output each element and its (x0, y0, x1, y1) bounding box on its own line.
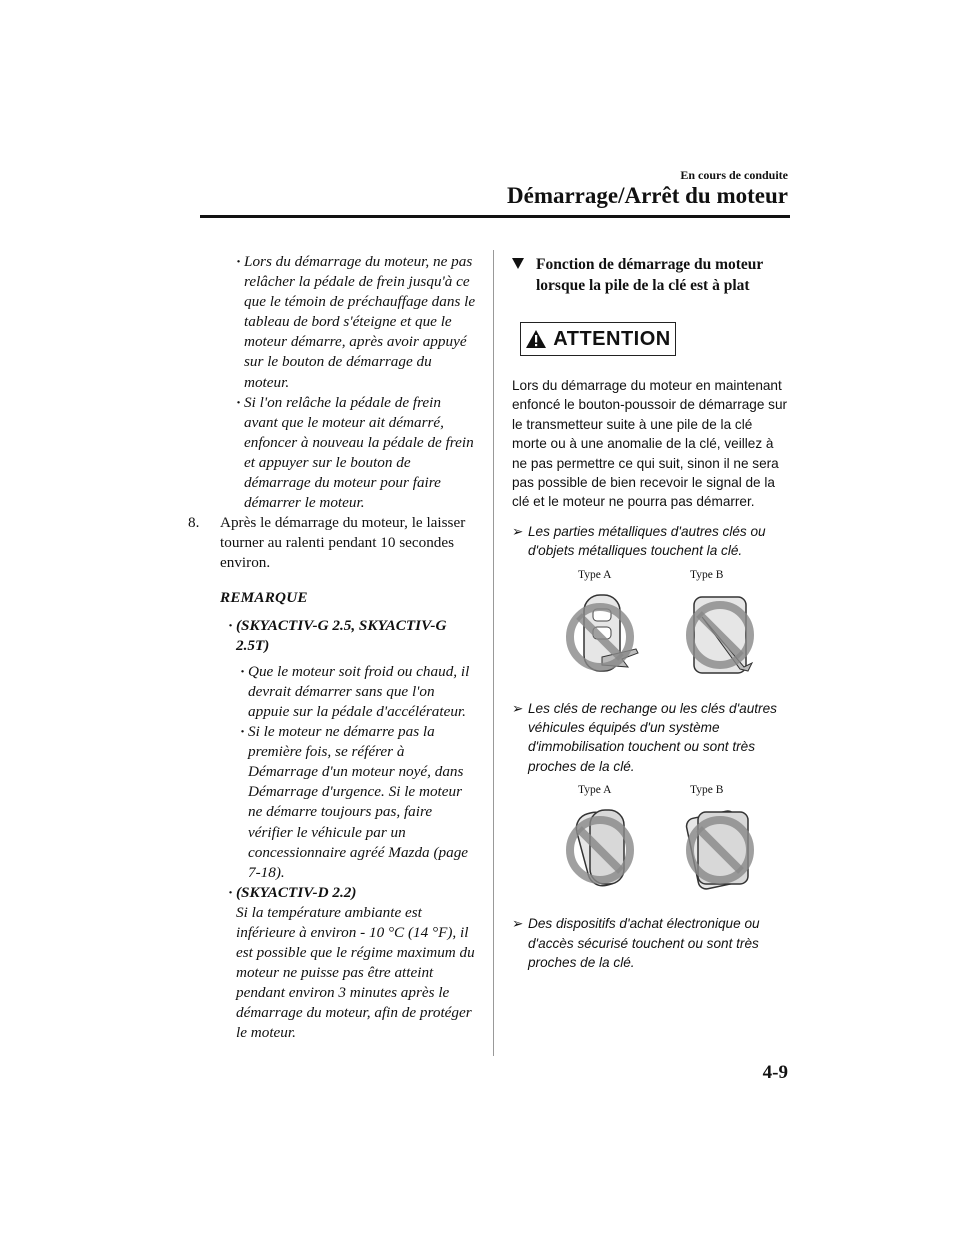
section-heading-text: Fonction de démarrage du moteur lorsque la pile de la clé est à plat (536, 256, 764, 294)
key-fob-with-metal-key-icon (562, 587, 644, 683)
card-key-with-metal-key-icon (682, 587, 764, 683)
warning-icon (525, 329, 547, 349)
two-card-keys-icon (682, 802, 764, 898)
bullet-flooded-engine: · Si le moteur ne démarre pas la première fois, se référer à Démarrage d'un moteur noyé, dans Démarrage d'urgence. Si le moteur ne démarre toujours pas, faire vérifier le véhicule par un concessionnaire agréé Mazda (page 7-18). (248, 722, 478, 883)
attention-paragraph: Lors du démarrage du moteur en maintenant enfoncé le bouton-poussoir de démarrage sur le transmetteur suite à une pile de la clé morte ou à une anomalie de la clé, veillez à ne pas permettre ce qui suit, sinon il ne sera pas possible de bien recevoir le signal de la clé et le moteur ne pourra pas démarrer. (512, 378, 788, 510)
right-column (512, 254, 790, 973)
fig2-label-type-b: Type B (690, 784, 724, 797)
skyactiv-d-text: Si la température ambiante est inférieure à environ - 10 °C (14 °F), il est possible que le régime maximum du moteur ne puisse pas être atteint pendant environ 3 minutes après le démarrage du moteur, afin de protéger le moteur. (236, 903, 475, 1042)
attention-box (520, 322, 676, 356)
two-key-fobs-icon (562, 802, 644, 898)
item-text: Les clés de rechange ou les clés d'autres véhicules équipés d'un système d'immobilisation touchent ou sont très proches de la clé. (528, 700, 777, 774)
sub-title-skyactiv-d: · (SKYACTIV-D 2.2) (236, 883, 478, 903)
figure-spare-keys (512, 780, 790, 904)
fig1-label-type-a: Type A (578, 568, 612, 581)
item-text: Des dispositifs d'achat électronique ou d'accès sécurisé touchent ou sont très proches de la clé. (528, 916, 760, 971)
bullet-brake-hold: · Lors du démarrage du moteur, ne pas relâcher la pédale de frein jusqu'à ce que le témoin de préchauffage dans le tableau de bord s'éteigne et que le moteur démarre, après avoir appuyé sur le bouton de démarrage du moteur. (244, 252, 478, 393)
bullet-no-accelerator: · Que le moteur soit froid ou chaud, il devrait démarrer sans que l'on appuie sur la pédale d'accélérateur. (248, 662, 478, 722)
figure-metal-keys (512, 565, 790, 689)
item-spare-keys (512, 699, 790, 777)
column-divider (493, 250, 494, 1056)
header-rule (200, 215, 790, 218)
section-heading (512, 254, 790, 296)
step-text: Après le démarrage du moteur, le laisser tourner au ralenti pendant 10 secondes environ. (220, 514, 466, 572)
step-8 (188, 513, 478, 573)
page-number: 4-9 (762, 1062, 788, 1083)
bullet-brake-release: · Si l'on relâche la pédale de frein avant que le moteur ait démarré, enfoncer à nouveau la pédale de frein et appuyer sur le bouton de démarrage du moteur pour faire démarrer le moteur. (244, 393, 478, 514)
header-section: En cours de conduite (680, 168, 788, 182)
left-column (188, 252, 478, 1044)
sub-title-skyactiv-g: · (SKYACTIV-G 2.5, SKYACTIV-G 2.5T) (236, 616, 478, 656)
item-text: Les parties métalliques d'autres clés ou d'objets métalliques touchent la clé. (528, 523, 766, 559)
triangle-down-icon (512, 258, 524, 269)
fig1-label-type-b: Type B (690, 568, 724, 581)
step-number: 8. (188, 514, 200, 532)
item-electronic-devices (512, 914, 790, 972)
page-title: Démarrage/Arrêt du moteur (507, 183, 788, 208)
arrow-bullet-icon: ➢ (512, 523, 524, 539)
fig2-label-type-a: Type A (578, 784, 612, 797)
item-metal-objects (512, 522, 790, 561)
arrow-bullet-icon: ➢ (512, 916, 524, 932)
arrow-bullet-icon: ➢ (512, 700, 524, 716)
remarque-label: REMARQUE (220, 588, 308, 606)
attention-label: ATTENTION (553, 327, 671, 350)
